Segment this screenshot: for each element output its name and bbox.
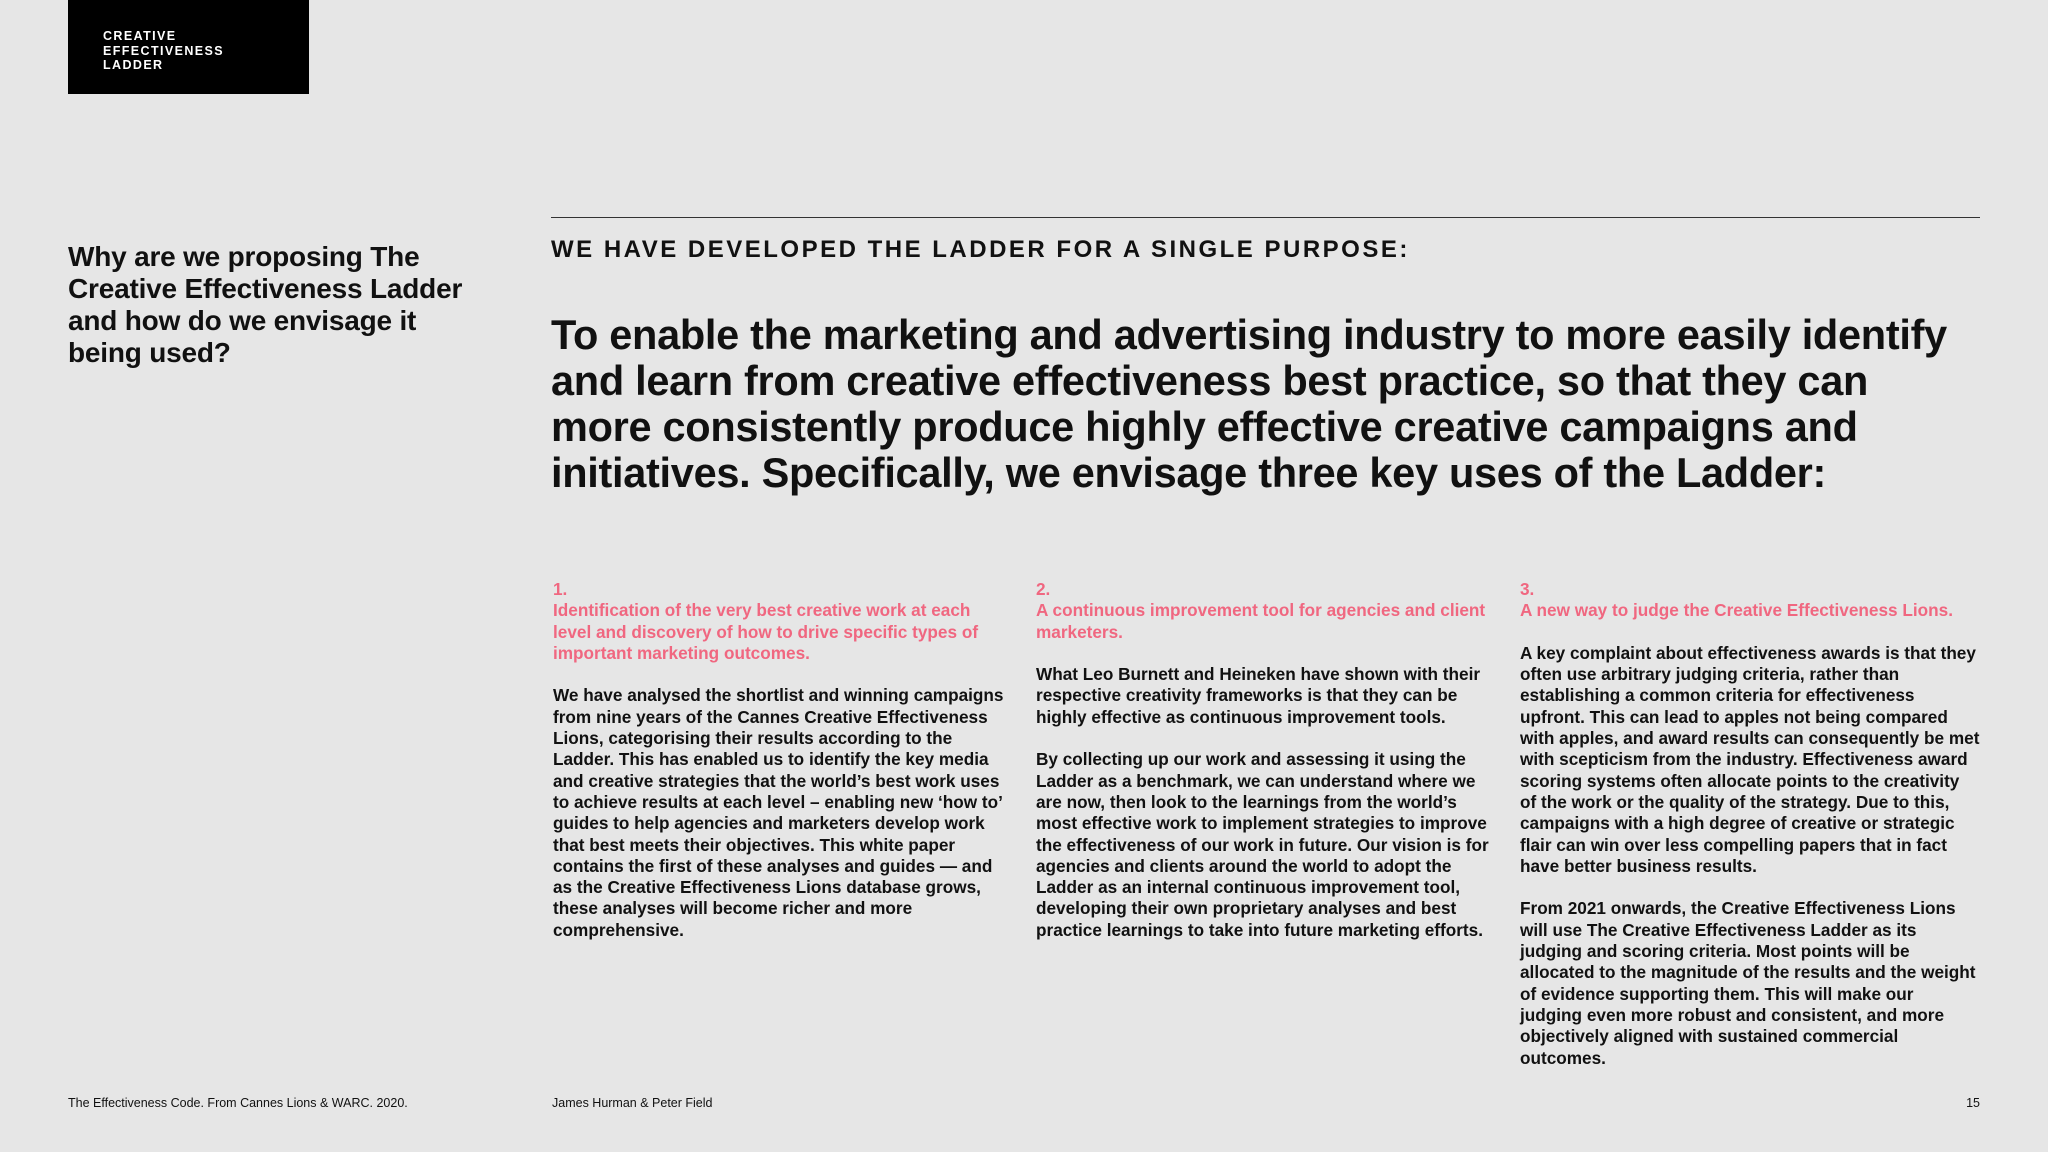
use-number: 2. <box>1036 579 1051 599</box>
footer-authors: James Hurman & Peter Field <box>552 1096 713 1110</box>
use-paragraph: From 2021 onwards, the Creative Effectiveness Lions will use The Creative Effectiveness Ladder as its judging and scoring criteria. Most points will be allocated to the magnitude of the results and the weight of evidence supporting them. This will make our judging even more robust and consistent, and more objectively aligned with sustained commercial outcomes. <box>1520 898 1976 1068</box>
footer-source: The Effectiveness Code. From Cannes Lions & WARC. 2020. <box>68 1096 408 1110</box>
section-kicker: WE HAVE DEVELOPED THE LADDER FOR A SINGLE PURPOSE: <box>551 236 1410 263</box>
badge-line: EFFECTIVENESS <box>103 43 224 58</box>
section-divider <box>551 217 1980 218</box>
use-column-2 <box>1036 579 1496 941</box>
use-heading: Identification of the very best creative work at each level and discovery of how to drive specific types of important marketing outcomes. <box>553 600 979 663</box>
use-paragraph: A key complaint about effectiveness awards is that they often use arbitrary judging criteria, rather than establishing a common criteria for effectiveness upfront. This can lead to apples not being compared with apples, and award results can consequently be met with scepticism from the industry. Effectiveness award scoring systems often allocate points to the creativity of the work or the quality of the strategy. Due to this, campaigns with a high degree of creative or strategic flair can win over less compelling papers that in fact have better business results. <box>1520 642 1980 876</box>
use-paragraph: these analyses will become richer and more comprehensive. <box>553 898 913 940</box>
use-number: 1. <box>553 579 568 599</box>
use-paragraph: We have analysed the shortlist and winning campaigns from nine years of the Cannes Creative Effectiveness Lions, categorising their results according to the Ladder. This has enabled us to identify the key media and creative strategies that the world’s best work uses to achieve results at each level – enabling new ‘how to’ guides to help agencies and marketers develop work that best meets their objectives. This white paper contains the first of these analyses and guides — and as the Creative Effectiveness Lions database grows, <box>553 685 1004 898</box>
page-number: 15 <box>1966 1096 1980 1110</box>
report-badge <box>68 0 309 94</box>
sidebar-question: Why are we proposing The Creative Effectiveness Ladder and how do we envisage it being used? <box>68 241 463 368</box>
use-heading: A new way to judge the Creative Effectiveness Lions. <box>1520 600 1953 621</box>
badge-line: CREATIVE <box>103 29 177 43</box>
use-column-3 <box>1520 579 1980 1069</box>
lead-statement: To enable the marketing and advertising industry to more easily identify and learn from creative effectiveness best practice, so that they can more consistently produce highly effective creative campaigns and initiatives. Specifically, we envisage three key uses of the Ladder: <box>551 311 1947 496</box>
use-heading: A continuous improvement tool for agencies and client marketers. <box>1036 600 1486 642</box>
use-number: 3. <box>1520 579 1535 599</box>
use-column-1 <box>553 579 1013 941</box>
use-paragraph: By collecting up our work and assessing it using the Ladder as a benchmark, we can understand where we are now, then look to the learnings from the world’s most effective work to implement strategies to improve the effectiveness of our work in future. Our vision is for agencies and clients around the world to adopt the Ladder as an internal continuous improvement tool, developing their own proprietary analyses and best practice learnings to take into future marketing efforts. <box>1036 749 1489 940</box>
use-paragraph: What Leo Burnett and Heineken have shown with their respective creativity frameworks is that they can be highly effective as continuous improvement tools. <box>1036 664 1481 727</box>
badge-line: LADDER <box>103 58 164 72</box>
